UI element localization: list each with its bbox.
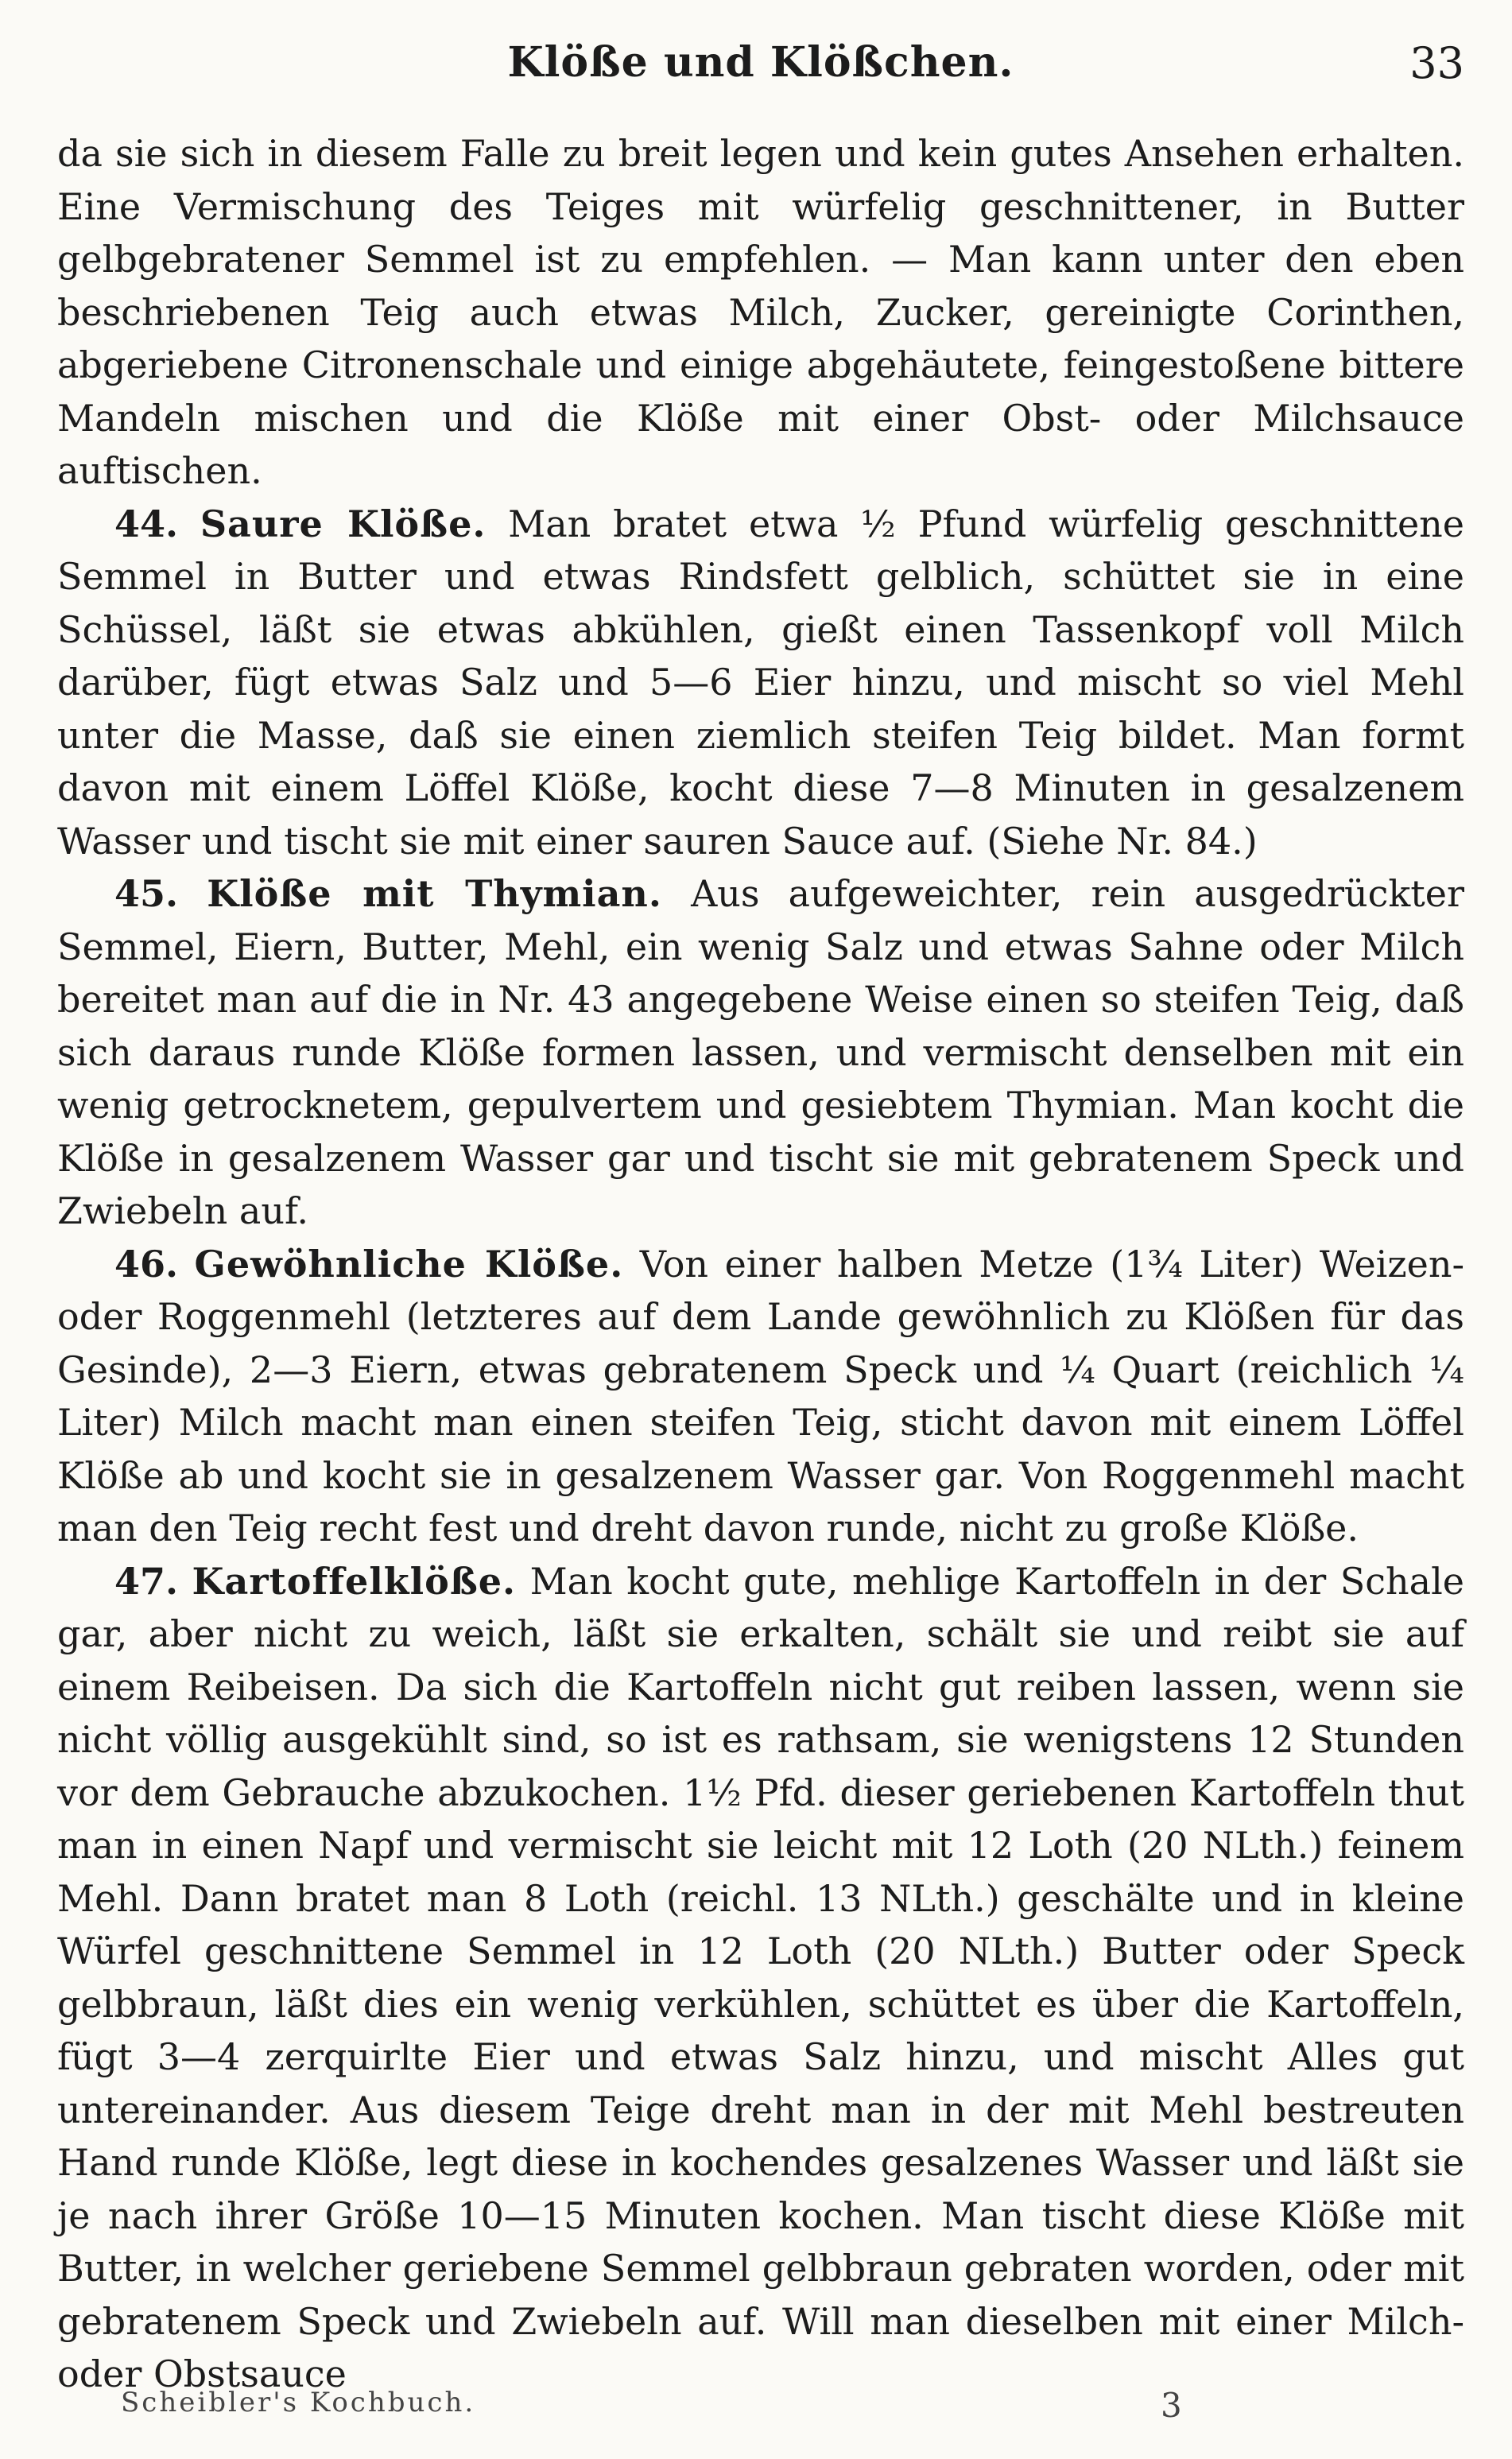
recipe-title: Klöße mit Thymian. <box>207 872 662 915</box>
recipe-46 <box>57 1238 1464 1555</box>
page-body <box>57 127 1464 2401</box>
signature-mark: 3 <box>1161 2386 1182 2425</box>
recipe-text: Aus aufgeweichter, rein ausgedrückter Semmel, Eiern, Butter, Mehl, ein wenig Salz und etwas Sahne oder Milch bereitet man auf die in Nr. 43 angegebene Weise einen so steifen Teig, daß sich daraus runde Klöße formen lassen, und vermischt denselben mit ein wenig getrocknetem, gepulvertem und gesiebtem Thymian. Man kocht die Klöße in gesalzenem Wasser gar und tischt sie mit gebratenem Speck und Zwiebeln auf. <box>57 872 1464 1232</box>
recipe-number: 44. <box>114 502 179 545</box>
continuation-paragraph: da sie sich in diesem Falle zu breit legen und kein gutes Ansehen erhalten. Eine Vermischung des Teiges mit würfelig geschnittener, in Butter gelbgebratener Semmel ist zu empfehlen. — Man kann unter den eben beschriebenen Teig auch etwas Milch, Zucker, gereinigte Corinthen, abgeriebene Citronenschale und einige abgehäutete, feingestoßene bittere Mandeln mischen und die Klöße mit einer Obst- oder Milchsauce auftischen. <box>57 132 1464 492</box>
running-title: Klöße und Klößchen. <box>507 38 1014 87</box>
recipe-44 <box>57 498 1464 868</box>
recipe-number: 46. <box>114 1242 179 1286</box>
recipe-text: Man bratet etwa ½ Pfund würfelig geschnittene Semmel in Butter und etwas Rindsfett gelblich, schüttet sie in eine Schüssel, läßt sie etwas abkühlen, gießt einen Tassenkopf voll Milch darüber, fügt etwas Salz und 5—6 Eier hinzu, und mischt so viel Mehl unter die Masse, daß sie einen ziemlich steifen Teig bildet. Man formt davon mit einem Löffel Klöße, kocht diese 7—8 Minuten in gesalzenem Wasser und tischt sie mit einer sauren Sauce auf. (Siehe Nr. 84.) <box>57 502 1465 863</box>
running-header <box>57 24 1464 103</box>
recipe-number: 47. <box>114 1559 179 1603</box>
recipe-number: 45. <box>114 872 179 915</box>
recipe-title: Gewöhnliche Klöße. <box>194 1242 624 1286</box>
printer-signature: Scheibler's Kochbuch. <box>121 2387 476 2418</box>
recipe-title: Saure Klöße. <box>200 502 487 545</box>
recipe-title: Kartoffelklöße. <box>192 1559 517 1603</box>
recipe-47 <box>57 1555 1464 2401</box>
page-footer <box>57 2369 1464 2425</box>
recipe-text: Man kocht gute, mehlige Kartoffeln in der Schale gar, aber nicht zu weich, läßt sie erkalten, schält sie und reibt sie auf einem Reibeisen. Da sich die Kartoffeln nicht gut reiben lassen, wenn sie nicht völlig ausgekühlt sind, so ist es rathsam, sie wenigstens 12 Stunden vor dem Gebrauche abzukochen. 1½ Pfd. dieser geriebenen Kartoffeln thut man in einen Napf und vermischt sie leicht mit 12 Loth (20 NLth.) feinem Mehl. Dann bratet man 8 Loth (reichl. 13 NLth.) geschälte und in kleine Würfel geschnittene Semmel in 12 Loth (20 NLth.) Butter oder Speck gelbbraun, läßt dies ein wenig verkühlen, schüttet es über die Kartoffeln, fügt 3—4 zerquirlte Eier und etwas Salz hinzu, und mischt Alles gut untereinander. Aus diesem Teige dreht man in der mit Mehl bestreuten Hand runde Klöße, legt diese in kochendes gesalzenes Wasser und läßt sie je nach ihrer Größe 10—15 Minuten kochen. Man tischt diese Klöße mit Butter, in welcher geriebene Semmel gelbbraun gebraten worden, oder mit gebratenem Speck und Zwiebeln auf. Will man dieselben mit einer Milch- oder Obstsauce <box>57 1559 1465 2395</box>
page-number: 33 <box>1409 38 1464 88</box>
recipe-45 <box>57 867 1464 1238</box>
recipe-text: Von einer halben Metze (1¾ Liter) Weizen- oder Roggenmehl (letzteres auf dem Lande gewöhnlich zu Klößen für das Gesinde), 2—3 Eiern, etwas gebratenem Speck und ¼ Quart (reichlich ¼ Liter) Milch macht man einen steifen Teig, sticht davon mit einem Löffel Klöße ab und kocht sie in gesalzenem Wasser gar. Von Roggenmehl macht man den Teig recht fest und dreht davon runde, nicht zu große Klöße. <box>57 1242 1465 1549</box>
book-page <box>57 24 1464 2433</box>
